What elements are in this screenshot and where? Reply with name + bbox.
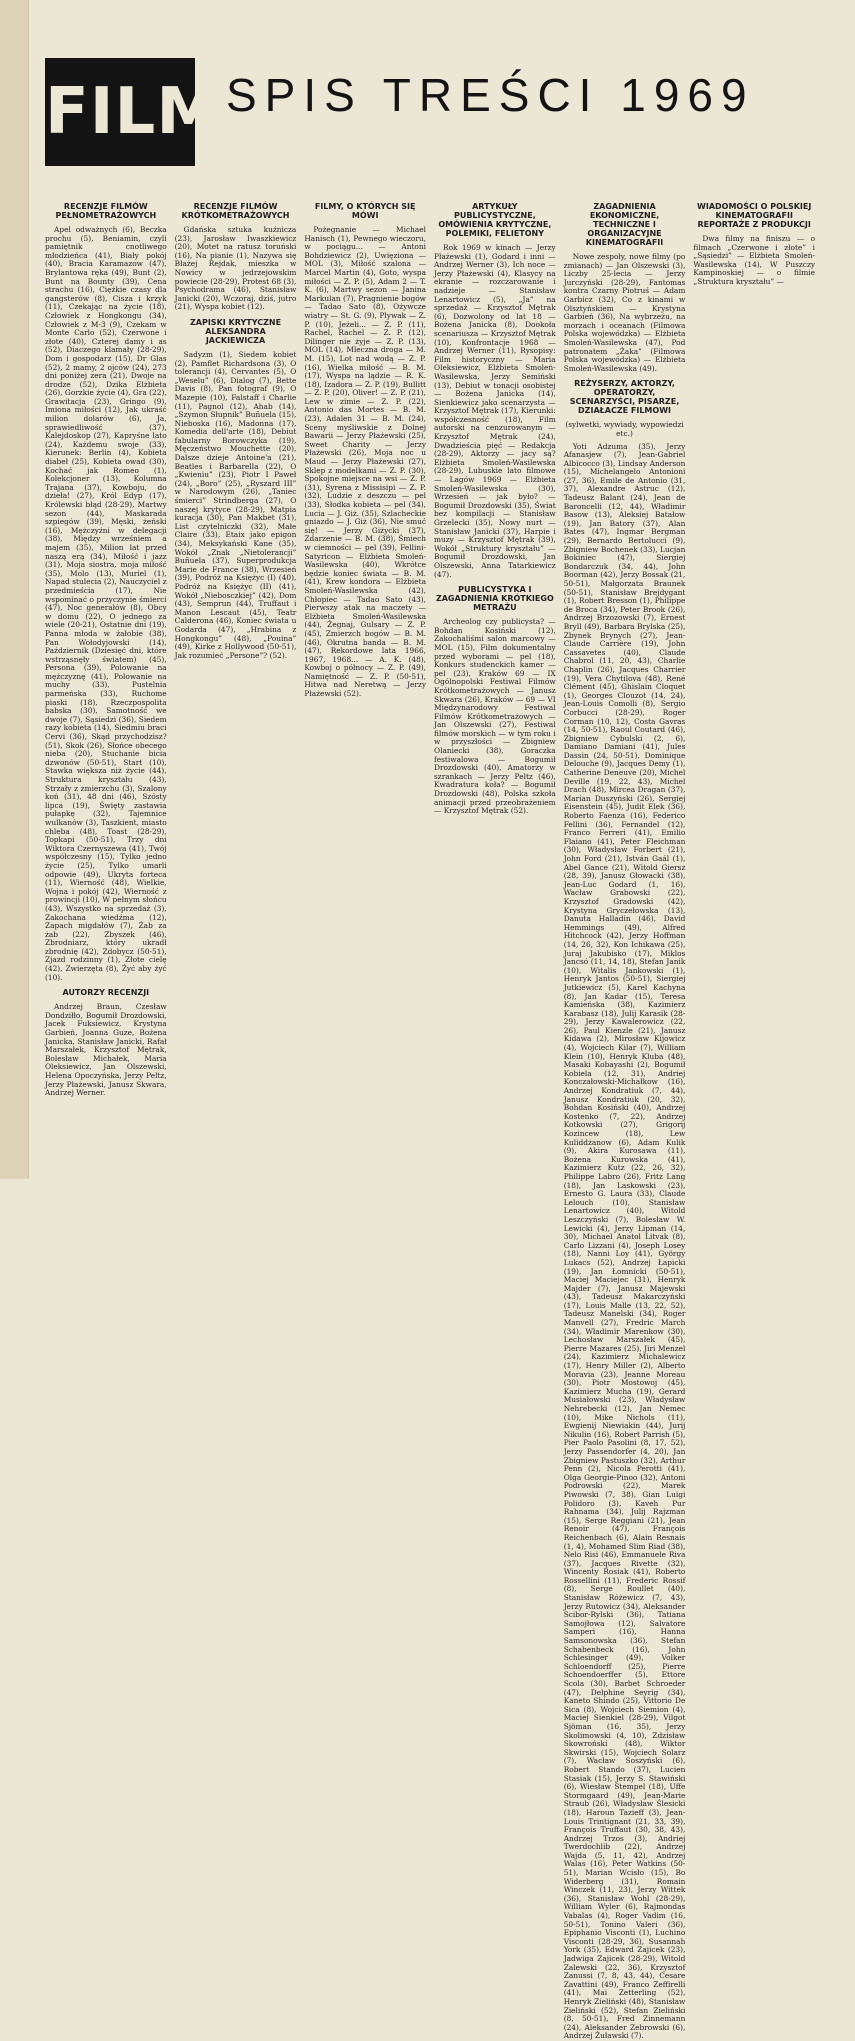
section-heading: REŻYSERZY, AKTORZY, OPERATORZY, SCENARZYŚCI, PISARZE, DZIAŁACZE FILMOWI	[569, 379, 680, 416]
section-text: Gdańska sztuka kuźnicza (23), Jarosław Iwaszkiewicz (20), Motet na ratusz toruński (16), Na pianie (1), Nazywa się Błażej Rejdak, mieszka w Nowicy w jedrzejowskim powiecie (28-29), Protest 68 (3), Psychodrama (46), Stanisław Janicki (20), Wczoraj, dziś, jutro (21), Wyspa kobiet (12).	[174, 225, 297, 312]
section-heading: ZAGADNIENIA EKONOMICZNE, TECHNICZNE I ORGANIZACYJNE KINEMATOGRAFII	[585, 202, 664, 247]
page-title: SPIS TREŚCI 1969	[226, 69, 755, 121]
column-6	[693, 198, 815, 1173]
section-text: Nowe zespoły, nowe filmy (po zmianach) — Jan Olszewski (3), Liczby 25-lecia — Jerzy Jurczyński (28-29), Fantomas kontra Czarny Piotruś — Adam Garbicz (32), Co z kinami w Olsztyńskiem — Krystyna Garbień (36), Na wybrzeżu, na morzach i oceanach (Filmowa Polska wojewódzka) — Elżbieta Smoleń-Wasilewska (47), Pod patronatem „Żaka” (Filmowa Polska wojewódzka) — Elżbieta Smoleń-Wasilewska (49).	[563, 252, 686, 373]
section-heading: PUBLICYSTYKA I ZAGADNIENIA KRÓTKIEGO METRAŻU	[435, 585, 554, 613]
page-spine	[0, 0, 29, 1179]
columns	[45, 198, 816, 2041]
section-heading: WIADOMOŚCI O POLSKIEJ KINEMATOGRAFII REPORTAŻE Z PRODUKCJI	[697, 202, 812, 229]
section-heading: ARTYKUŁY PUBLICYSTYCZNE, OMÓWIENIA KRYTYCZNE, POLEMIKI, FELIETONY	[438, 202, 552, 238]
section-heading: ZAPISKI KRYTYCZNE ALEKSANDRA JACKIEWICZA	[189, 317, 282, 345]
section-text: Apel odważnych (6), Beczka prochu (5), Beniamin, czyli pamiętnik cnotliwego młodzieńca (41), Biały pokój (40), Bracia Karamazow (47), Brylantowa ręka (49), Bunt (2), Bunt na Bounty (39), Cena strachu (16), Ciężkie czasy dla gangsterów (8), Cisza i krzyk (11), Czekając na życie (18), Człowiek z Hongkongu (34), Człowiek z M-3 (9), Czekam w Monte Carlo (52), Czerwone i złote (40), Czterej damy i as (52), Diaczego klamały (28-29), Dom i gospodarz (15), Dr Glas (52), 2 mamy, 2 ojców (24), 273 dni poniżej zera (21), Dwoje na drodze (52), Dzika Elżbieta (26), Gorzkie życie (4), Gra (22), Grawitacja (23), Gringo (9), Imiona miłości (12), Jak ukraść milion dolarów (6), Ja, sprawiedliwość (37), Kalejdoskop (27), Kapryśne lato (24), Każdemu swoje (33), Kierunek: Berlin (4), Kobieta diabeł (25), Kobieta owad (30), Kochać jak Romeo (1), Kolekcjoner (13), Kolumna Trajana (37), Kowboju, do dzieła! (27), Król Edyp (17), Królewski błąd (28-29), Martwy sezon (44), Maskarada szpiegów (39), Męski, żeński (16), Mężczyźni w delegacji (38), Między wrześniem a majem (35), Milion lat przed naszą erą (34), Miłość i jazz (31), Moja siostra, moja miłość (35), Molo (13), Muriel (1), Napad stulecia (2), Nauczyciel z przedmieścia (17), Nie wspominać o przyczynie śmierci (47), Noc generałów (8), Obcy w domu (22), O jednego za wiele (20-21), Ostatnie dni (19), Panna młoda w żałobie (38), Pan Wołodyjowski (14), Październik (Dziesięć dni, które wstrząsnęły światem) (45), Persona (39), Polowanie na mężczyznę (41), Polowanie na muchy (33), Pustelnia parmeńska (33), Ruchome piaski (18), Rzeczpospolita babska (30), Samotność we dwoje (7), Sąsiedzi (36), Siedem razy kobieta (14), Siedmiu braci Cervi (36), Skąd przychodzisz? (51), Skok (26), Słońce obecego nieba (20), Stuchanie bicia dzwonów (50-51), Start (10), Stawka większa niż życie (44), Struktura kryształu (43), Strzały z zmierzchu (3), Szalony koń (31), 48 dni (46), Szósty lipca (19), Święty zastawia pułapkę (32), Tajemnice wulkanów (3), Taszkient, miasto chleba (48), Toast (28-29), Topkapi (50-51), Trzy dni Wiktora Czernyszewa (41), Twój współczesny (15), Tylko jedno życie (25), Tylko umarli odpowie (49), Ukryta forteca (11), Wierność (48), Wielkie, Wojna i pokój (42), Wierność z prowincji (10), W pełnym słońcu (43), Wszystko na sprzedaż (3), Zakochana wiedźma (12), Zapach migdałów (7), Żab za żab (22), Zbyszek (46), Zbrodniarz, który ukradł zbrodnię (42), Zdobycz (50-51), Zjazd rodzinny (1), Złote cielę (42), Zwierzęta (8), Żyć aby żyć (10).	[45, 225, 167, 982]
column-5	[563, 198, 686, 2041]
column-1	[45, 198, 167, 1173]
column-3	[304, 198, 426, 1173]
film-logo: FILM	[45, 58, 195, 166]
section-text: Sadyzm (1), Siedem kobiet (2), Pamflet Richardsona (3), O tolerancji (4), Cervantes (5), O „Weselu” (6), Dialog (7), Bette Davis (8), Pan fotograf (9), O Mazepie (10), Falstaff i Charlie (11), Pagnol (12), Ahab (14), „Szymon Słupnik” Buñuela (15), Nieboska (16), Madonna (17), Komedia dell'arte (18), Debiut fabularny Borowczyka (19), Męczeństwo Mouchette (20), Dalsze dzieje Antoine'a (21), Beatles i Barbarella (22), O „Kwieniu” (23), Piotr I Paweł (24), „Boro” (25), „Ryszard III” w Narodowym (26), „Taniec śmierci” Strindberga (27), O naszej krytyce (28-29), Matpia kuracja (30), Pan Makbet (31), List czytelniczki (32), Małe Claire (33), Etaix jako epigon (34), Meksykański Kane (35), Wokół „Znak „Nietolerancji” Buñuela (37), Superprodukcja Marie de France (38), Wrzesień (39), Podróż na Księżyc (I) (40), Podróż na Księżyc (II) (41), Wokół „Niebosczkiej” (42), Dom (43), Semprun (44), Truffaut i Manon Lescaut (45), Teatr Calderona (46), Koniec świata u Godarda (47), „Hrabina z Hongkongu” (48), „Pouina” (49), Kirke z Hollywood (50-51), Jak rozumieć „Persone”? (52).	[174, 349, 297, 660]
section-heading: FILMY, O KTÓRYCH SIĘ MÓWI	[314, 202, 416, 220]
section-text: Yoti Adzuma (35), Jerzy Afanasjew (7), Jean-Gabriel Albicocco (3), Lindsay Anderson (15), Michelangelo Antonioni (27, 36), Emile de Antonio (31, 37), Alexandre Astruc (12), Tadeusz Balant (24), Jean de Baroncelli (12, 44), Władimir Basow (13), Aleksiej Batałow (19), Jan Batory (37), Alan Bates (47), Ingmar Bergman (29), Bernardo Bertolucci (9), Zbigniew Bochenek (33), Lucjan Bokiniec (47), Siergiej Bondarczuk (34, 44), John Boorman (42), Jerzy Bossak (21, 50-51), Małgorzata Braunek (50-51), Stanisław Brejdygant (1), Robert Bresson (1), Philippe de Broca (34), Peter Brook (26), Andrzej Brzozowski (7), Ernest Bryll (49), Barbara Brylska (25), Zbynek Brynych (27), Jean-Claude Carrière (19), John Cassavetes (40), Claude Chabrol (11, 20, 43), Charlie Chaplin (26), Jacques Charrier (19), Vera Chytilova (48), René Clément (45), Ghislain Cloquet (1), Georges Clouzot (14, 24), Jean-Louis Comolli (8), Sergio Corbucci (28-29), Roger Corman (10, 12), Costa Gavras (14, 50-51), Raoul Coutard (46), Zbigniew Cybulski (2, 6), Damiano Damiani (41), Jules Dassin (24, 50-51), Dominique Delouche (9), Jacques Demy (1), Catherine Deneuve (20), Michel Deville (19, 22, 43), Michel Drach (48), Mircea Dragan (37), Marian Duszyński (26), Sergiej Eisenstein (45), Judit Elek (36), Roberto Faenza (16), Federico Fellini (36), Fernandel (12), Franco Ferreri (41), Emilio Flaiano (41), Peter Fleichman (30), Władysław Forbert (21), John Ford (21), István Gaál (1), Abel Gance (21), Witold Giersz (28, 39), Janusz Głowacki (38), Jean-Luc Godard (1, 16), Wacław Grabowski (22), Krzysztof Gradowski (42), Krystyna Gryczełowska (13), Danuta Halladin (46), David Hemmings (49), Alfred Hitchcock (42), Jerzy Hoffman (14, 26, 32), Kon Ichikawa (25), Juraj Jakubisko (17), Miklos Jancsó (11, 14, 18), Stefan Janik (10), Witalis Jankowski (1), Henryk Jantos (50-51), Siergiej Jutkiewicz (5), Karel Kachyna (8), Jan Kadar (15), Teresa Kamieńska (38), Kazimierz Karabasz (18), Julij Karasik (28-29), Jerzy Kawalerowicz (22, 26), Paul Kienzle (21), Janusz Kidawa (2), Mirosław Kijowicz (4), Wojciech Kilar (7), William Klein (10), Henryk Kluba (48), Masaki Kobayashi (2), Bogumił Kobiela (12, 31), Andriej Konczałowski-Michałkow (16), Andrzej Kondratiuk (7, 44), Janusz Kondratiuk (20, 32), Bohdan Kosiński (40), Andrzej Kostenko (7, 22), Andrzej Kotkowski (27), Grigorij Kozincew (18), Lew Kuliddżanow (6), Adam Kulik (9), Akira Kurosawa (11), Bożena Kurowska (41), Kazimierz Kutz (22, 26, 32), Philippe Labro (26), Fritz Lang (18), Jan Laskowski (23), Ernesto G. Laura (33), Claude Lelouch (10), Stanisław Lenartowicz (40), Witold Leszczyński (7), Bolesław W. Lewicki (4), Jerzy Lipman (14, 30), Michael Anatol Litvak (8), Carlo Lizzani (4), Joseph Losey (18), Nanni Loy (41), György Lukacs (52), Andrzej Łapicki (19), Jan Łomnicki (50-51), Maciej Maciejec (31), Henryk Majder (7), Janusz Majewski (43), Tadeusz Makarczyński (17), Louis Malle (13, 22, 52), Tadeusz Manelski (34), Roger Manvell (27), Fredric March (34), Władimir Marenkow (30), Lechosław Marszałek (45), Pierre Mazares (25), Jiri Menzel (24), Kazimierz Michalewicz (17), Henry Miller (2), Alberto Moravia (23), Jeanne Moreau (30), Piotr Mostowoj (45), Kazimierz Mucha (19), Gerard Musiałowski (23), Władysław Nehrebecki (12), Jan Nemec (10), Mike Nichols (11), Ewgienij Niewiakin (44), Jurij Nikulin (16), Robert Parrish (5), Pier Paolo Pasolini (8, 17, 52), Jerzy Passendorfer (4, 20), Jan Zbigniew Pastuszko (32), Arthur Penn (2), Nicola Perotti (41), Olga Georgie-Pinoo (32), Antoni Podrowski (22), Marek Piwowski (7, 38), Gian Luigi Polidoro (3), Kaveh Pur Rahnama (34), Julij Rajzman (15), Serge Reggiani (21), Jean Renoir (47), François Reichenbach (6), Alain Resnais (1, 4), Mohamed Slim Riad (38), Nelo Risi (46), Emmanuele Riva (37), Jacques Rivette (32), Wincenty Rosiak (41), Roberto Rossellini (11), Frederic Rossif (8), Serge Roullet (40), Stanisław Różewicz (7, 43), Jerzy Rutowicz (34), Aleksander Scibor-Rylski (36), Tatiana Samojłowa (12), Salvatore Samperi (16), Hanna Samsonowska (36), Stefan Schabenbeck (16), John Schlesinger (49), Volker Schloendorff (25), Pierre Schoendoerffer (5), Ettore Scola (30), Barbet Schroeder (47), Delphine Seyrig (34), Kaneto Shindo (25), Vittorio De Sica (8), Wojciech Siemion (4), Maciej Sienkiel (28-29), Vilgot Sjöman (16, 35), Jerzy Skolimowski (4, 10), Zdzisław Skowroński (48), Wiktor Skwirski (15), Wojciech Solarz (7), Wacław Soszyński (6), Robert Stando (37), Lucien Stasiak (15), Jerzy S. Stawiński (6), Wiesław Stempel (18), Uffe Stormgaard (49), Jean-Marie Straub (26), Władysław Ślesicki (18), Haroun Tazieff (3), Jean-Louis Trintignant (21, 33, 39), François Truffaut (30, 38, 43), Andrzej Trzos (3), Andriej Twerdochlib (22), Andrzej Wajda (5, 11, 42), Andrzej Walas (16), Peter Watkins (50-51), Marian Wcisło (15), Bo Widerberg (31), Romain Winczek (11, 23), Jerzy Wittek (36), Stanisław Wohl (28-29), William Wyler (6), Rajmondas Vabalas (4), Roger Vadim (16, 50-51), Tonino Valeri (36), Epiphanio Visconti (1), Luchino Visconti (28-29, 36), Susannah York (35), Edward Zajicek (23), Jadwiga Zajicek (28-29), Witold Zalewski (22, 36), Krzysztof Zanussi (7, 8, 43, 44), Cesare Zavattini (49), Franco Zeffirelli (41), Mai Zetterling (52), Henryk Zieliński (48), Stanisław Zieliński (52), Stefan Zieliński (8, 50-51), Fred Zinnemann (24), Aleksander Zebrowski (6), Andrzej Żuławski (7).	[563, 441, 686, 2041]
section-heading: AUTORZY RECENZJI	[62, 988, 150, 998]
section-subheading: (sylwetki, wywiady, wypowiedzi etc.)	[565, 420, 684, 438]
section-heading: RECENZJE FILMÓW KRÓTKOMETRAŻOWYCH	[181, 202, 290, 220]
section-text: Pożegnanie — Michael Hanisch (1), Pewnego wieczoru, w pociągu... — Antoni Bohdziewicz (2), Uwięziona — MOL (3), Miłość szalona — Marcel Martin (4), Goto, wyspa miłości — Z. P. (5), Adam 2 — T. K. (6), Martwy sezon — Janina Markulan (7), Pragnienie bogów — Tadao Sato (8), Ożywcze wiatry — St. G. (9), Plywak — Z. P. (10), Jeżeli... — Z. P. (11), Rachel, Rachel — Z. P. (12), Dilinger nie żyje — Z. P. (13), MOL (14), Mleczna droga — M. M. (15), Lot nad wodą — Z. P. (16), Wielka miłość — B. M. (17), Wyspa na lądzie — R. K. (18), Izadora — Z. P. (19), Bullitt — Z. P. (20), Oliver! — Z. P. (21), Lew w zimie — Z. P. (22), Antonio das Mortes — B. M. (23), Adalen 31 — B. M. (24), Sceny myśliwskie z Dolnej Bawarii — Jerzy Płażewski (25), Sweet Charity — Jerzy Płażewski (26), Moja noc u Maud — Jerzy Płażewski (27), Sklep z modelkami — Z. P. (30), Spokojne miejsce na wsi — Z. P. (31), Syrena z Missisipi — Z. P. (32), Ludzie z deszczu — pel (33), Słodka kobieta — pel (34), Lucia — J. Giż. (35), Szlacheckie gniazdo — J. Giż (36), Nie smuć się! — Jerzy Giżycki (37), Zdarzenie — B. M. (38), Śmiech w ciemności — pel (39), Fellini-Satyricon — Elżbieta Smoleń-Wasilewska (40), Wkrótce będzie koniec świata — B. M. (41), Krew kondora — Elżbieta Smoleń-Wasilewska (42), Chłopiec — Tadao Sato (43), Pierwszy atak na maczety — Elżbieta Smoleń-Wasilewska (44), Żegnaj, Gulsary — Z. P. (45), Zmierzch bogów — B. M. (46), Okrutna banda — B. M. (47), Rekordowe lata 1966, 1967, 1968... — A. K. (48), Kowboj o północy — Z. P. (49), Namiętność — Z. P. (50-51), Hitwa nad Neretwą — Jerzy Płażewski (52).	[304, 225, 427, 699]
column-2	[175, 198, 297, 1173]
section-heading: RECENZJE FILMÓW PEŁNOMETRAŻOWYCH	[55, 202, 157, 220]
section-text: Archeolog czy publicysta? — Bohdan Kosiński (12), Zakochaliśmi salon marcowy — MOL (15), Film dokumentalny przed wyborami — pel (18), Konkurs studenckich kamer — pel (23), Kraków 69 — IX Ogólnopolski Festiwal Filmów Krótkometrażowych — Janusz Skwara (26), Kraków — 69 — VI Międzynarodowy Festiwal Filmów Krótkometrażowych — Jan Olszewski (27), Festiwal filmów morskich — w tym roku i w przyszłości — Zbigniew Olaniecki (38), Goraczka festiwalowa — Bogumił Drozdowski (40), Amatorzy w szrankach — Jerzy Peltz (46), Kwadratura koła? — Bogumił Drozdowski (48), Polska szkoła animacji przed przeobrażeniem — Krzysztof Mętrak (52).	[434, 617, 556, 816]
section-text: Andrzej Braun, Czesław Dondziłło, Bogumił Drozdowski, Jacek Fuksiewicz, Krystyna Garbień, Joanna Guze, Bożena Janicka, Stanisław Janicki, Rafał Marszałek, Krzysztof Mętrak, Bolesław Michałek, Maria Oleksiewicz, Jan Olszewski, Helena Opoczyńska, Jerzy Peltz, Jerzy Płażewski, Janusz Skwara, Andrzej Werner.	[45, 1002, 167, 1098]
section-text: Rok 1969 w kinach — Jerzy Płażewski (1), Godard i inni — Andrzej Werner (3), Ich noce — Jerzy Płażewski (4), Klasycy na ekranie — rozczarowanie i nadzieje — Stanisław Lenartowicz (5), „Ja” na sprzedaż — Krzysztof Mętrak (6), Dozwolony od lat 18 — Bożena Janicka (8), Dookoła scenariusza — Krzysztof Mętrak (10), Konfrontacje 1968 — Andrzej Werner (11), Rysopisy: Film historyczny — Maria Oleksiewicz, Elżbieta Smoleń-Wasilewska, Jerzy Semiński (13), Debiut w tonacji osobistej — Bożena Janicka (14), Sienkiewicz jako scenarzysta — Krzysztof Mętrak (17), Kierunki: współczesność (18), Film autorski na cenzurowanym — Krzysztof Mętrak (24), Dwadzieścia pięć — Redakcja (28-29), Aktorzy — jacy są? Elżbieta Smoleń-Wasilewska (28-29), Lubuskie lato filmowe — Lagów 1969 — Elżbieta Smoleń-Wasilewska (30), Wrzesień — jak było? — Bogumił Drozdowski (35), Świat bez kompilacji — Stanisław Grzelecki (35), Nowy nurt — Stanisław Janicki (37), Harpie i muzy — Krzysztof Mętrak (39), Wokół „Struktury kryształu” — Bogumił Drozdowski, Jan Olszewski, Anna Tatarkiewicz (47).	[434, 243, 556, 579]
column-4	[434, 198, 556, 1173]
section-text: Dwa filmy na finiszu — o filmach „Czerwone i złote” i „Sąsiedzi” — Elżbieta Smoleń-Wasilewska (14), W Puszczy Kampinoskiej — o filmie „Struktura kryształu” —	[693, 234, 816, 286]
